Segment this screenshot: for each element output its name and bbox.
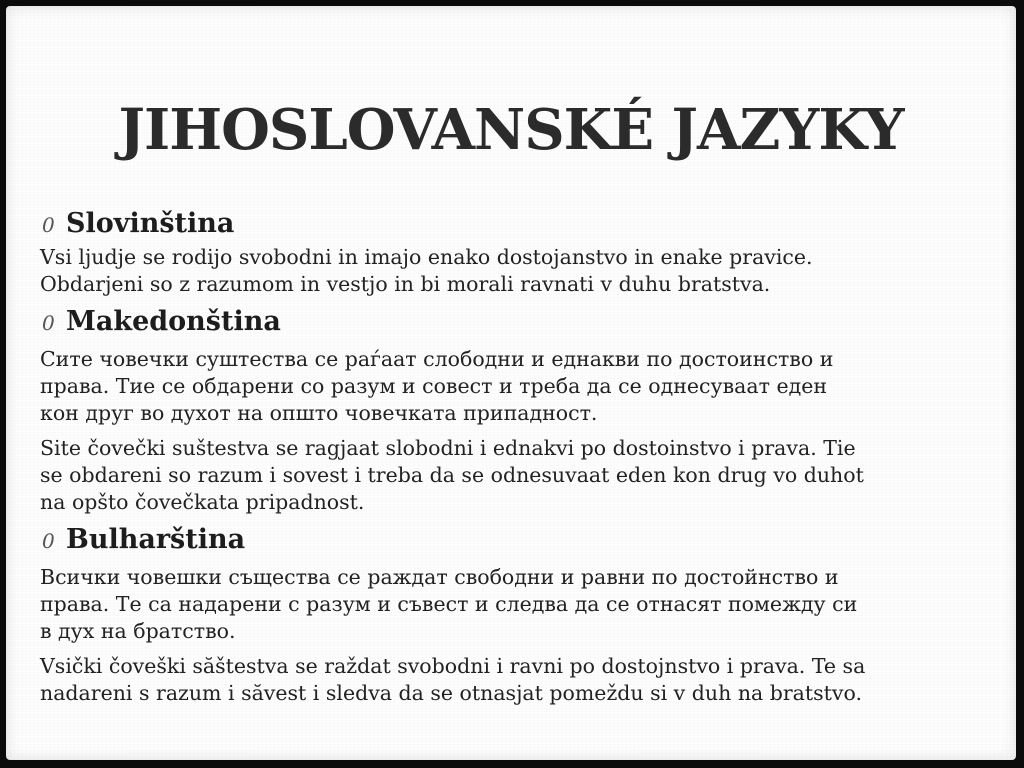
text-paragraph xyxy=(40,244,1000,298)
bullet-slovinstina xyxy=(40,208,1000,244)
text-line: se obdareni so razum i sovest i treba da se odnesuvaat eden kon drug vo duhot xyxy=(40,463,864,487)
text-line: права. Те са надарени с разум и съвест и следва да се отнасят помежду си xyxy=(40,592,858,616)
text-line: na opšto čovečkata pripadnost. xyxy=(40,490,365,514)
bullet-marker: 0 xyxy=(42,311,55,335)
bullet-makedonstina xyxy=(40,306,1000,342)
bullet-label: Makedonština xyxy=(66,306,281,337)
bullet-label: Slovinština xyxy=(66,208,235,239)
text-line: Всички човешки същества се раждат свободни и равни по достойнство и xyxy=(40,565,839,589)
text-line: Vsički čoveški săštestva se raždat svobodni i ravni po dostojnstvo i prava. Te sa xyxy=(40,654,866,678)
slide xyxy=(6,6,1016,760)
text-line: кон друг во духот на општо човечката припадност. xyxy=(40,401,598,425)
text-paragraph xyxy=(40,564,1000,645)
text-paragraph xyxy=(40,653,1000,707)
text-paragraph xyxy=(40,435,1000,516)
text-line: Site čovečki suštestva se ragjaat slobodni i ednakvi po dostoinstvo i prava. Tie xyxy=(40,436,856,460)
slide-content xyxy=(40,208,1000,713)
text-line: Obdarjeni so z razumom in vestjo in bi morali ravnati v duhu bratstva. xyxy=(40,272,771,296)
bullet-bulharstina xyxy=(40,524,1000,560)
text-line: nadareni s razum i săvest i sledva da se otnasjat pomeždu si v duh na bratstvo. xyxy=(40,681,862,705)
slide-title: JIHOSLOVANSKÉ JAZYKY xyxy=(118,97,904,163)
text-line: Сите човечки суштества се раѓаат слободни и еднакви по достоинство и xyxy=(40,347,834,371)
text-line: Vsi ljudje se rodijo svobodni in imajo enako dostojanstvo in enake pravice. xyxy=(40,245,813,269)
text-line: права. Тие се обдарени со разум и совест и треба да се однесуваат еден xyxy=(40,374,827,398)
bullet-label: Bulharština xyxy=(66,524,246,555)
bullet-marker: 0 xyxy=(42,213,55,237)
bullet-marker: 0 xyxy=(42,529,55,553)
text-paragraph xyxy=(40,346,1000,427)
text-line: в дух на братство. xyxy=(40,619,236,643)
